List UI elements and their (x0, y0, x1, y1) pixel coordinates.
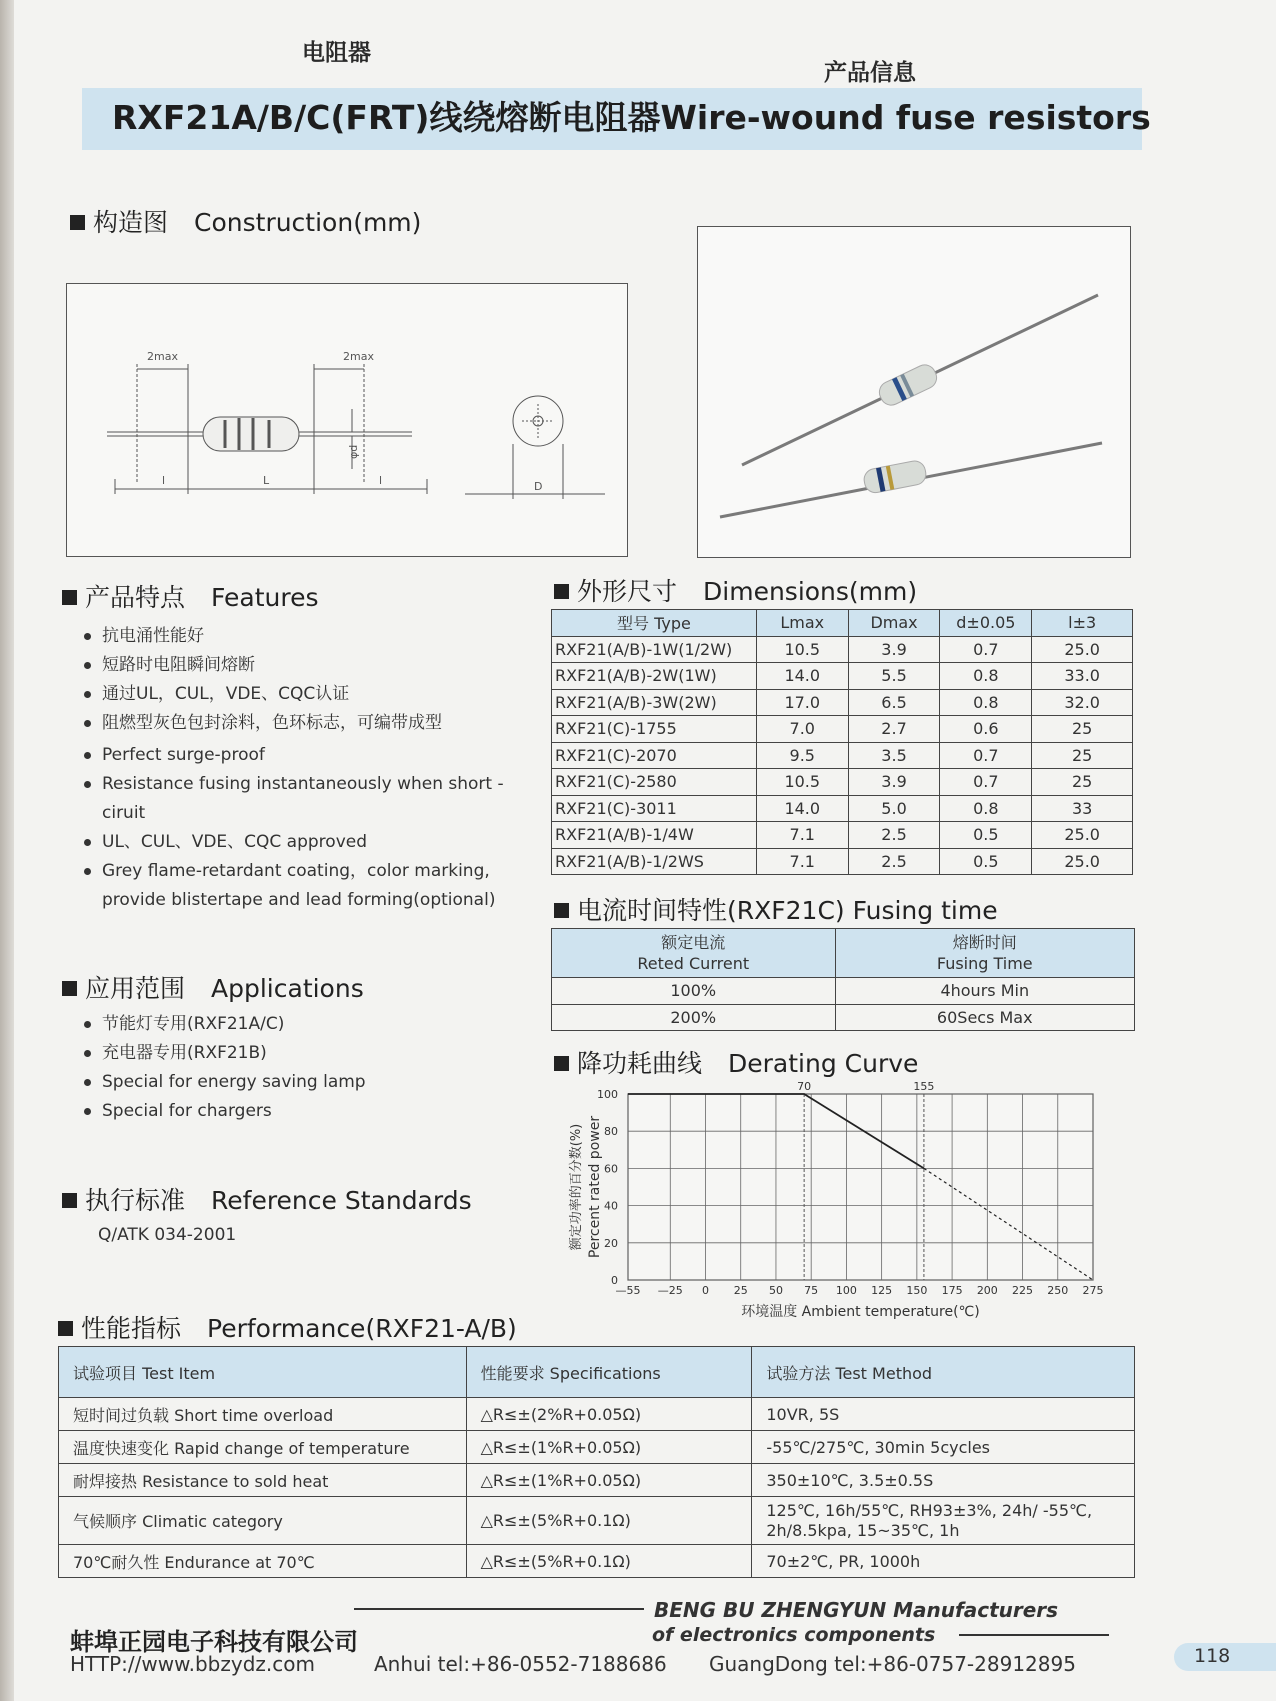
cell: 25 (1032, 742, 1133, 769)
features-heading: 产品特点 Features (62, 578, 319, 614)
page-title: RXF21A/B/C(FRT)线绕熔断电阻器Wire-wound fuse resistors (112, 98, 1151, 137)
cell: RXF21(C)-2580 (552, 769, 757, 796)
info-label: 产品信息 (824, 59, 916, 86)
cell: 10VR, 5S (752, 1398, 1135, 1431)
application-item: 节能灯专用(RXF21A/C) (82, 1010, 512, 1039)
lead-diameter-label: φd (347, 444, 360, 459)
cell: 10.5 (756, 636, 848, 663)
application-item: Special for chargers (82, 1097, 512, 1126)
cell: 25.0 (1032, 848, 1133, 875)
applications-heading: 应用范围 Applications (62, 969, 364, 1005)
column-header: Lmax (756, 610, 848, 637)
company-tagline-en: of electronics components (652, 1624, 936, 1646)
x-tick-label: 25 (733, 1284, 748, 1297)
lead-left-label: 2max (147, 350, 178, 363)
lead-length-label-left: l (162, 474, 166, 487)
x-tick-label: 50 (768, 1284, 783, 1297)
y-tick-label: 60 (604, 1162, 618, 1176)
lead-right-label: 2max (343, 350, 374, 363)
table-row (552, 769, 1133, 796)
x-tick-label: 275 (1082, 1284, 1104, 1297)
feature-item: Grey flame-retardant coating，color marking, provide blistertape and lead forming(optional) (82, 857, 527, 915)
performance-table (58, 1346, 1135, 1578)
feature-item: 通过UL，CUL，VDE、CQC认证 (82, 680, 527, 709)
cell: 0.5 (940, 848, 1032, 875)
x-tick-label: 100 (835, 1284, 857, 1297)
cell: 0.7 (940, 742, 1032, 769)
catalog-page (14, 0, 1276, 1701)
table-row (552, 689, 1133, 716)
bullet-square-icon (554, 584, 569, 599)
cell: 10.5 (756, 769, 848, 796)
x-tick-label: 175 (941, 1284, 963, 1297)
y-tick-label: 100 (597, 1088, 618, 1101)
body-diameter-label: D (534, 480, 543, 493)
cell: RXF21(A/B)-2W(1W) (552, 663, 757, 690)
cell: 125℃, 16h/55℃, RH93±3%, 24h/ -55℃, 2h/8.5kpa, 15~35℃, 1h (752, 1497, 1135, 1545)
resistor-body-upper (876, 361, 940, 408)
construction-drawing (66, 283, 628, 557)
feature-item: Perfect surge-proof (82, 741, 527, 770)
table-header-row (552, 610, 1133, 637)
cell: 7.0 (756, 716, 848, 743)
cell: 0.8 (940, 689, 1032, 716)
cell: 3.9 (848, 636, 940, 663)
bullet-square-icon (70, 215, 85, 230)
guangdong-phone: GuangDong tel:+86-0757-28912895 (709, 1652, 1076, 1676)
y-tick-label: 0 (611, 1274, 618, 1287)
column-header: 性能要求 Specifications (466, 1347, 752, 1398)
feature-item: 阻燃型灰色包封涂料，色环标志，可编带成型 (82, 709, 527, 738)
cell: 25.0 (1032, 822, 1133, 849)
fusing-heading: 电流时间特性(RXF21C) Fusing time (554, 891, 998, 927)
cell: △R≤±(5%R+0.1Ω) (466, 1545, 752, 1578)
column-header: 试验方法 Test Method (752, 1347, 1135, 1398)
cell: 33.0 (1032, 663, 1133, 690)
x-tick-label: 225 (1012, 1284, 1034, 1297)
cell: RXF21(C)-3011 (552, 795, 757, 822)
cell: 14.0 (756, 663, 848, 690)
cell: RXF21(A/B)-1/2WS (552, 848, 757, 875)
cell: 3.5 (848, 742, 940, 769)
x-axis-label: 环境温度 Ambient temperature(℃) (741, 1304, 980, 1320)
table-row (552, 742, 1133, 769)
cell: 0.7 (940, 769, 1032, 796)
cell: 2.5 (848, 848, 940, 875)
standard-code: Q/ATK 034-2001 (98, 1225, 237, 1245)
cell: RXF21(A/B)-1W(1/2W) (552, 636, 757, 663)
x-tick-label: —55 (615, 1284, 641, 1297)
column-header: d±0.05 (940, 610, 1032, 637)
cell: 温度快速变化 Rapid change of temperature (59, 1431, 467, 1464)
column-header: 额定电流 Reted Current (552, 929, 836, 978)
company-url[interactable]: HTTP://www.bbzydz.com (70, 1652, 315, 1676)
y-tick-label: 80 (604, 1125, 618, 1139)
top-marker-label: 70 (797, 1080, 812, 1093)
anhui-phone: Anhui tel:+86-0552-7188686 (374, 1652, 667, 1676)
table-header-row (59, 1347, 1135, 1398)
column-header: 熔断时间 Fusing Time (835, 929, 1134, 978)
category-label: 电阻器 (302, 39, 371, 66)
table-row (59, 1398, 1135, 1431)
column-header: Dmax (848, 610, 940, 637)
cell: 33 (1032, 795, 1133, 822)
cell: 0.7 (940, 636, 1032, 663)
body-length-label: L (263, 474, 270, 487)
cell: -55℃/275℃, 30min 5cycles (752, 1431, 1135, 1464)
cell: 0.8 (940, 795, 1032, 822)
cell: 25 (1032, 716, 1133, 743)
application-item: 充电器专用(RXF21B) (82, 1039, 512, 1068)
derating-heading: 降功耗曲线 Derating Curve (554, 1044, 918, 1080)
features-list (82, 622, 527, 915)
cell: RXF21(A/B)-1/4W (552, 822, 757, 849)
feature-item: Resistance fusing instantaneously when short -ciruit (82, 770, 527, 828)
cell: 0.5 (940, 822, 1032, 849)
x-tick-label: 150 (906, 1284, 928, 1297)
y-tick-label: 40 (604, 1199, 618, 1213)
cell: 200% (552, 1004, 836, 1031)
feature-item: UL、CUL、VDE、CQC approved (82, 828, 527, 857)
application-item: Special for energy saving lamp (82, 1068, 512, 1097)
book-spine (0, 0, 14, 1701)
cell: 耐焊接热 Resistance to sold heat (59, 1464, 467, 1497)
cell: 60Secs Max (835, 1004, 1134, 1031)
cell: 0.8 (940, 663, 1032, 690)
cell: 32.0 (1032, 689, 1133, 716)
cell: 9.5 (756, 742, 848, 769)
y-axis-label-cn: 额定功率的百分数(%) (569, 1123, 584, 1251)
product-photo (697, 226, 1131, 558)
cell: 气候顺序 Climatic category (59, 1497, 467, 1545)
feature-item: 短路时电阻瞬间熔断 (82, 651, 527, 680)
y-axis-label-en: Percent rated power (587, 1115, 603, 1259)
dimensions-heading: 外形尺寸 Dimensions(mm) (554, 572, 917, 608)
cell: 14.0 (756, 795, 848, 822)
cell: 7.1 (756, 848, 848, 875)
x-tick-label: 125 (871, 1284, 893, 1297)
table-row (552, 716, 1133, 743)
table-row (552, 822, 1133, 849)
fusing-table (551, 928, 1135, 1031)
cell: 7.1 (756, 822, 848, 849)
applications-list (82, 1010, 512, 1126)
cell: 短时间过负载 Short time overload (59, 1398, 467, 1431)
table-row (552, 1004, 1135, 1031)
cell: 5.5 (848, 663, 940, 690)
cell: 70±2℃, PR, 1000h (752, 1545, 1135, 1578)
cell: RXF21(C)-1755 (552, 716, 757, 743)
page-number: 118 (1194, 1645, 1231, 1667)
bullet-square-icon (62, 1193, 77, 1208)
cell: △R≤±(5%R+0.1Ω) (466, 1497, 752, 1545)
cell: 2.5 (848, 822, 940, 849)
column-header: 型号 Type (552, 610, 757, 637)
bullet-square-icon (58, 1321, 73, 1336)
table-row (552, 795, 1133, 822)
derating-chart (548, 1076, 1118, 1322)
footer-rule (959, 1634, 1109, 1636)
cell: 70℃耐久性 Endurance at 70℃ (59, 1545, 467, 1578)
feature-item: 抗电涌性能好 (82, 622, 527, 651)
cell: RXF21(A/B)-3W(2W) (552, 689, 757, 716)
cell: RXF21(C)-2070 (552, 742, 757, 769)
cell: 3.9 (848, 769, 940, 796)
table-row (59, 1497, 1135, 1545)
table-row (59, 1545, 1135, 1578)
table-row (552, 636, 1133, 663)
cell: 0.6 (940, 716, 1032, 743)
table-row (552, 978, 1135, 1005)
cell: 25 (1032, 769, 1133, 796)
bullet-square-icon (554, 1056, 569, 1071)
plot-area (628, 1094, 1093, 1280)
cell: △R≤±(1%R+0.05Ω) (466, 1431, 752, 1464)
construction-heading: 构造图 Construction(mm) (70, 203, 421, 239)
lead-length-label-right: l (379, 474, 383, 487)
table-header-row (552, 929, 1135, 978)
cell: 5.0 (848, 795, 940, 822)
cell: △R≤±(1%R+0.05Ω) (466, 1464, 752, 1497)
column-header: 试验项目 Test Item (59, 1347, 467, 1398)
company-name-cn: 蚌埠正园电子科技有限公司 (70, 1628, 358, 1656)
table-row (552, 848, 1133, 875)
cell: △R≤±(2%R+0.05Ω) (466, 1398, 752, 1431)
dimensions-table (551, 609, 1133, 875)
resistor-body-lower (862, 459, 927, 494)
company-name-en: BENG BU ZHENGYUN Manufacturers (654, 1598, 1059, 1622)
bullet-square-icon (62, 590, 77, 605)
footer-rule (354, 1608, 644, 1610)
x-tick-label: —25 (657, 1284, 683, 1297)
x-tick-label: 200 (976, 1284, 998, 1297)
y-tick-label: 20 (604, 1236, 618, 1250)
cell: 350±10℃, 3.5±0.5S (752, 1464, 1135, 1497)
cell: 2.7 (848, 716, 940, 743)
performance-heading: 性能指标 Performance(RXF21-A/B) (58, 1309, 517, 1345)
cell: 17.0 (756, 689, 848, 716)
bullet-square-icon (554, 903, 569, 918)
cell: 100% (552, 978, 836, 1005)
cell: 6.5 (848, 689, 940, 716)
standards-heading: 执行标准 Reference Standards (62, 1181, 472, 1217)
table-row (59, 1431, 1135, 1464)
top-marker-label: 155 (913, 1080, 935, 1093)
cell: 25.0 (1032, 636, 1133, 663)
resistor-drawing (67, 284, 627, 556)
cell: 4hours Min (835, 978, 1134, 1005)
bullet-square-icon (62, 981, 77, 996)
table-row (59, 1464, 1135, 1497)
x-tick-label: 250 (1047, 1284, 1069, 1297)
column-header: l±3 (1032, 610, 1133, 637)
x-tick-label: 75 (804, 1284, 819, 1297)
table-row (552, 663, 1133, 690)
x-tick-label: 0 (702, 1284, 709, 1297)
